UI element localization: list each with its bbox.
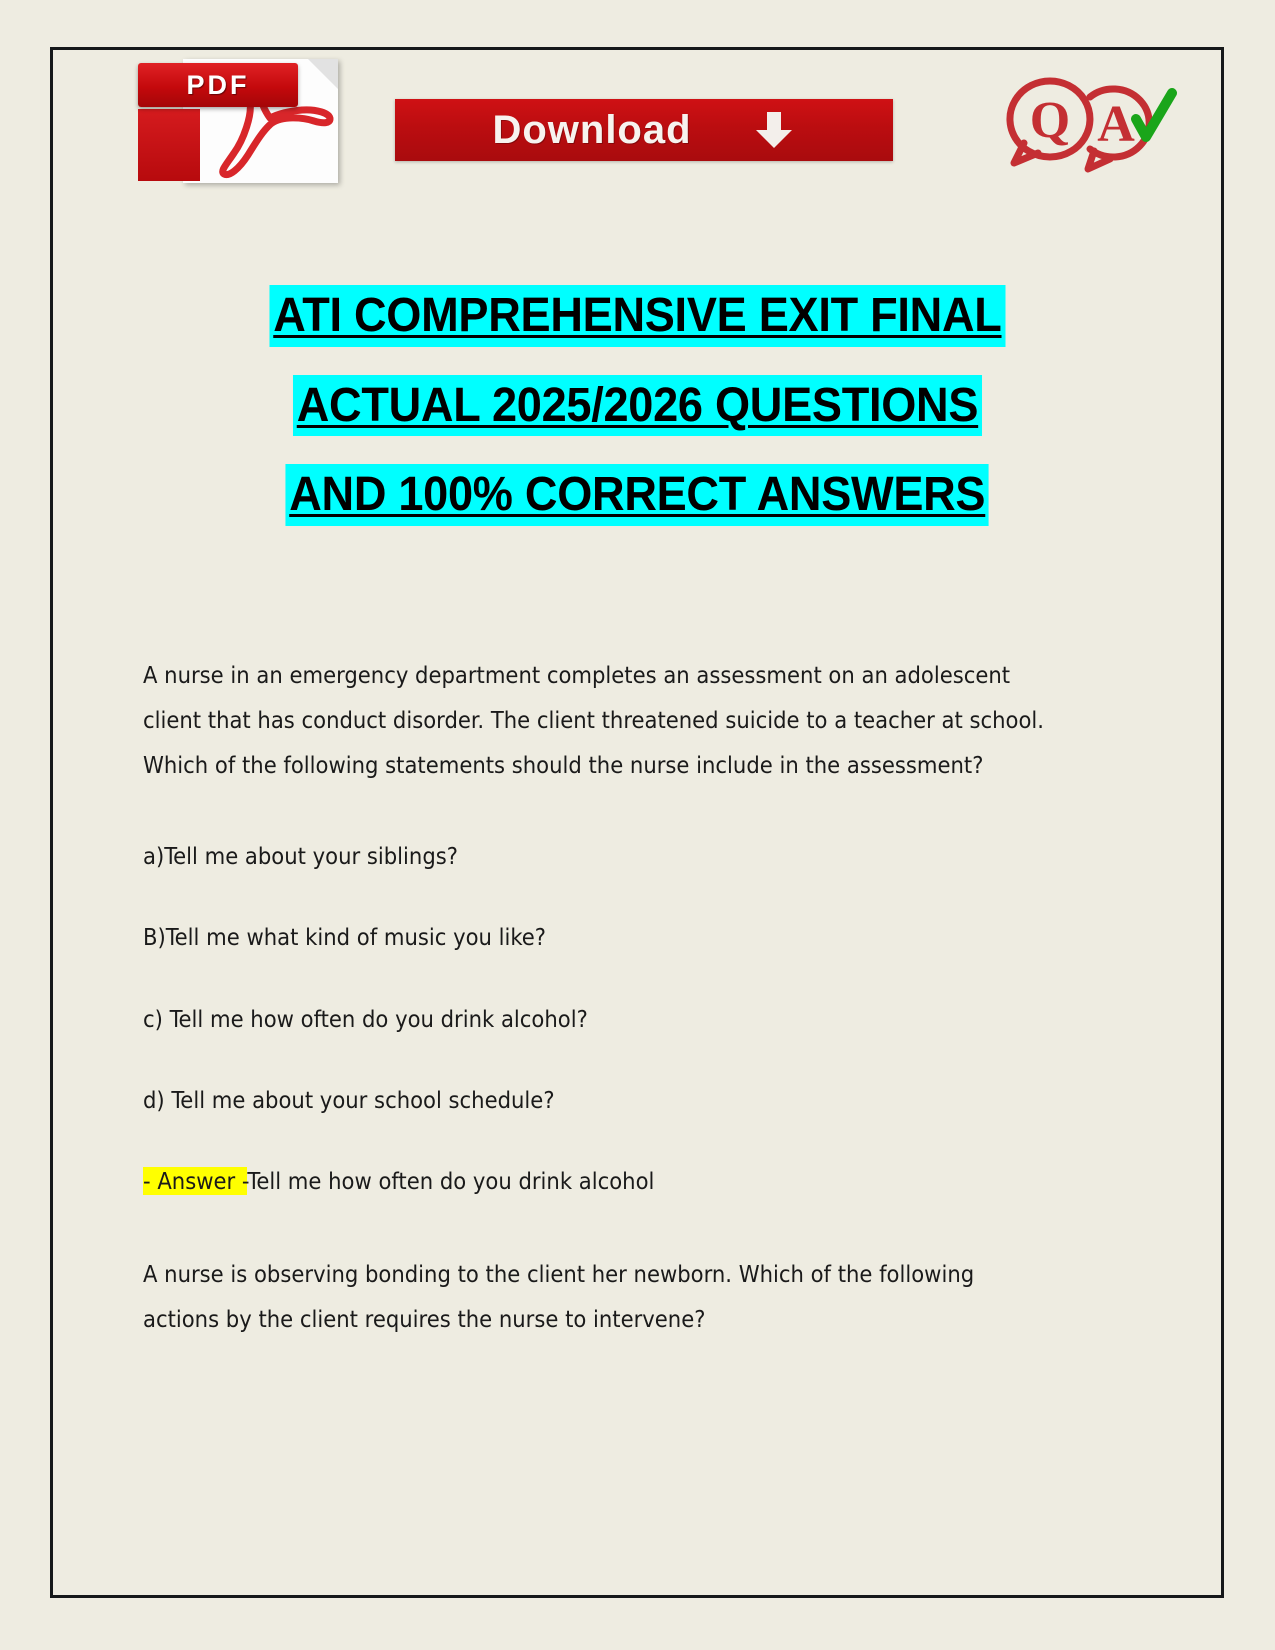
q-bubble-icon bbox=[1010, 81, 1090, 163]
download-button-label: Download bbox=[492, 107, 692, 152]
question-1-option-b: B)Tell me what kind of music you like? bbox=[143, 923, 547, 952]
pdf-label-text: PDF bbox=[186, 69, 250, 100]
pdf-file-icon bbox=[138, 57, 344, 185]
title-line-3-text: AND 100% CORRECT ANSWERS bbox=[285, 464, 989, 526]
document-body bbox=[143, 653, 1078, 1342]
question-1-option-a: a)Tell me about your siblings? bbox=[143, 842, 459, 871]
svg-text:A: A bbox=[1097, 96, 1135, 153]
qa-speech-bubble-logo bbox=[990, 67, 1180, 187]
question-1-answer bbox=[143, 1159, 1078, 1204]
title-line-1 bbox=[50, 285, 1224, 347]
pdf-red-block bbox=[138, 109, 200, 181]
question-1-option-d: d) Tell me about your school schedule? bbox=[143, 1085, 555, 1114]
title-line-2-text: ACTUAL 2025/2026 QUESTIONS bbox=[293, 375, 982, 437]
title-line-2 bbox=[50, 375, 1224, 437]
question-2-stem: A nurse is observing bonding to the client her newborn. Which of the following actions by the client requires the nurse to intervene? bbox=[143, 1259, 975, 1333]
title-line-3 bbox=[50, 464, 1224, 526]
question-1-stem: A nurse in an emergency department completes an assessment on an adolescent client that has conduct disorder. The client threatened suicide to a teacher at school. Which of the following statements should the nurse include in the assessment? bbox=[143, 661, 1044, 780]
title-line-1-text: ATI COMPREHENSIVE EXIT FINAL bbox=[269, 285, 1005, 347]
pdf-label-tab bbox=[138, 63, 298, 107]
svg-text:Q: Q bbox=[1029, 92, 1071, 149]
download-arrow-icon bbox=[752, 110, 796, 150]
download-button[interactable] bbox=[395, 99, 893, 161]
document-title bbox=[50, 285, 1224, 554]
header-banner bbox=[50, 47, 1224, 207]
question-1-option-c: c) Tell me how often do you drink alcohol? bbox=[143, 1004, 588, 1033]
answer-label-highlight: - Answer - bbox=[143, 1166, 248, 1195]
answer-text: Tell me how often do you drink alcohol bbox=[247, 1166, 655, 1195]
